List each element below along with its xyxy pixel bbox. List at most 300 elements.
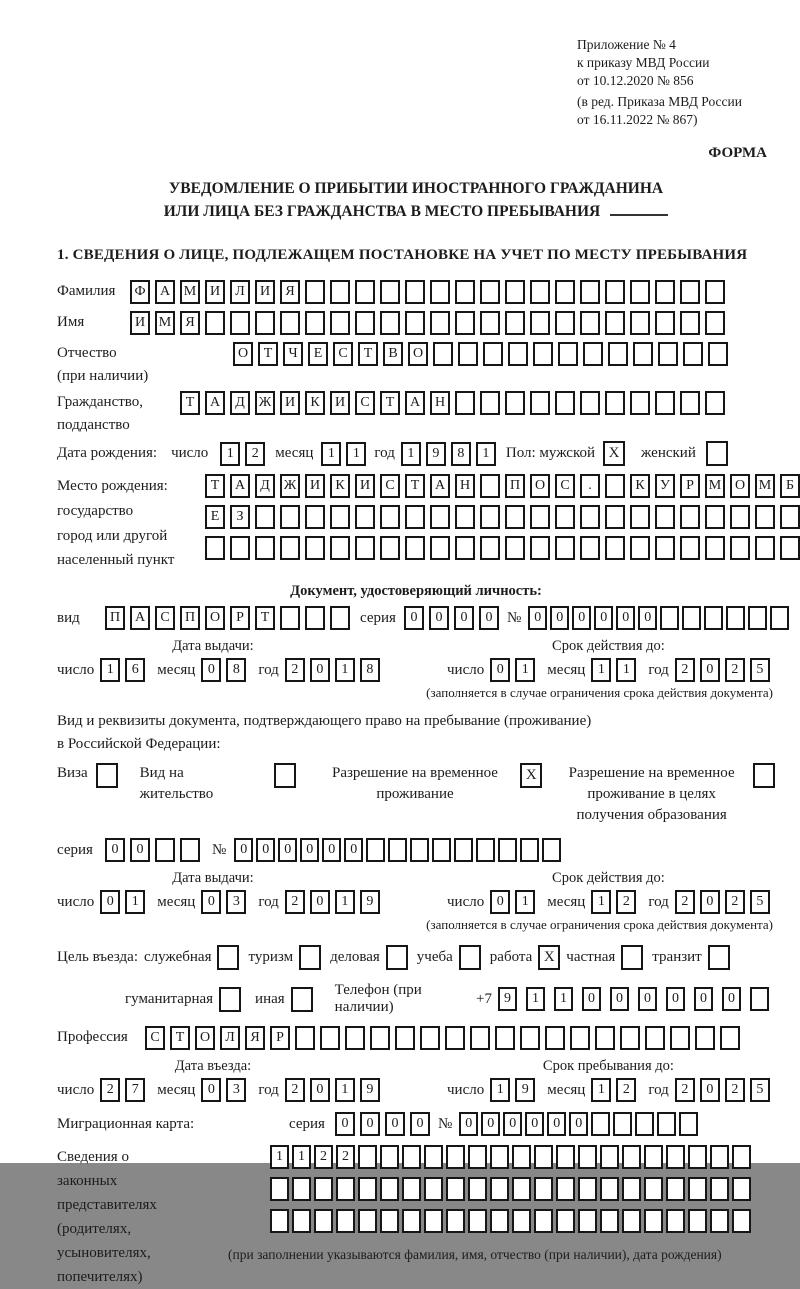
char-cell[interactable] bbox=[458, 342, 478, 366]
char-cell[interactable]: 1 bbox=[335, 658, 355, 682]
char-cell[interactable] bbox=[630, 536, 650, 560]
char-cell[interactable] bbox=[555, 280, 575, 304]
char-cell[interactable] bbox=[605, 474, 625, 498]
char-cell[interactable]: 0 bbox=[582, 987, 601, 1011]
char-cell[interactable] bbox=[280, 311, 300, 335]
char-cell[interactable]: П bbox=[180, 606, 200, 630]
char-cell[interactable]: 2 bbox=[285, 890, 305, 914]
char-cell[interactable] bbox=[695, 1026, 715, 1050]
char-cell[interactable] bbox=[534, 1177, 553, 1201]
char-cell[interactable] bbox=[645, 1026, 665, 1050]
char-cell[interactable]: 2 bbox=[314, 1145, 333, 1169]
char-cell[interactable]: 1 bbox=[292, 1145, 311, 1169]
char-cell[interactable] bbox=[530, 280, 550, 304]
char-cell[interactable]: 8 bbox=[226, 658, 246, 682]
char-cell[interactable]: О bbox=[205, 606, 225, 630]
char-cell[interactable]: 0 bbox=[722, 987, 741, 1011]
char-cell[interactable] bbox=[605, 311, 625, 335]
char-cell[interactable] bbox=[405, 505, 425, 529]
char-cell[interactable]: 0 bbox=[569, 1112, 588, 1136]
char-cell[interactable]: И bbox=[205, 280, 225, 304]
char-cell[interactable] bbox=[280, 505, 300, 529]
char-cell[interactable]: Я bbox=[245, 1026, 265, 1050]
char-cell[interactable]: 0 bbox=[525, 1112, 544, 1136]
char-cell[interactable] bbox=[732, 1145, 751, 1169]
char-cell[interactable] bbox=[455, 311, 475, 335]
char-cell[interactable] bbox=[680, 280, 700, 304]
char-cell[interactable]: 0 bbox=[610, 987, 629, 1011]
char-cell[interactable] bbox=[605, 280, 625, 304]
char-cell[interactable] bbox=[446, 1177, 465, 1201]
char-cell[interactable] bbox=[508, 342, 528, 366]
char-cell[interactable] bbox=[490, 1145, 509, 1169]
char-cell[interactable]: 0 bbox=[256, 838, 275, 862]
char-cell[interactable]: Н bbox=[455, 474, 475, 498]
char-cell[interactable]: 0 bbox=[410, 1112, 430, 1136]
char-cell[interactable] bbox=[512, 1145, 531, 1169]
char-cell[interactable]: А bbox=[155, 280, 175, 304]
char-cell[interactable]: Я bbox=[180, 311, 200, 335]
char-cell[interactable] bbox=[455, 391, 475, 415]
char-cell[interactable]: Д bbox=[230, 391, 250, 415]
char-cell[interactable] bbox=[255, 505, 275, 529]
purpose-transit-checkbox[interactable] bbox=[708, 945, 730, 970]
char-cell[interactable]: 0 bbox=[700, 890, 720, 914]
char-cell[interactable]: 3 bbox=[226, 1078, 246, 1102]
char-cell[interactable]: Р bbox=[680, 474, 700, 498]
char-cell[interactable]: Т bbox=[205, 474, 225, 498]
char-cell[interactable]: И bbox=[305, 474, 325, 498]
char-cell[interactable] bbox=[380, 505, 400, 529]
char-cell[interactable] bbox=[455, 505, 475, 529]
char-cell[interactable] bbox=[395, 1026, 415, 1050]
char-cell[interactable] bbox=[635, 1112, 654, 1136]
char-cell[interactable] bbox=[336, 1177, 355, 1201]
char-cell[interactable] bbox=[305, 536, 325, 560]
char-cell[interactable] bbox=[255, 311, 275, 335]
char-cell[interactable] bbox=[556, 1209, 575, 1233]
char-cell[interactable] bbox=[530, 505, 550, 529]
char-cell[interactable]: И bbox=[330, 391, 350, 415]
char-cell[interactable] bbox=[630, 311, 650, 335]
char-cell[interactable]: О bbox=[233, 342, 253, 366]
char-cell[interactable] bbox=[556, 1177, 575, 1201]
char-cell[interactable] bbox=[424, 1177, 443, 1201]
char-cell[interactable]: О bbox=[530, 474, 550, 498]
char-cell[interactable]: 2 bbox=[725, 890, 745, 914]
char-cell[interactable]: 1 bbox=[515, 890, 535, 914]
char-cell[interactable]: К bbox=[330, 474, 350, 498]
char-cell[interactable] bbox=[505, 536, 525, 560]
char-cell[interactable]: 0 bbox=[594, 606, 613, 630]
char-cell[interactable]: 9 bbox=[426, 442, 446, 466]
char-cell[interactable]: 0 bbox=[404, 606, 424, 630]
char-cell[interactable] bbox=[622, 1177, 641, 1201]
char-cell[interactable] bbox=[255, 536, 275, 560]
char-cell[interactable]: Т bbox=[405, 474, 425, 498]
char-cell[interactable]: 0 bbox=[360, 1112, 380, 1136]
char-cell[interactable] bbox=[380, 280, 400, 304]
char-cell[interactable] bbox=[688, 1145, 707, 1169]
char-cell[interactable]: 0 bbox=[479, 606, 499, 630]
char-cell[interactable] bbox=[605, 536, 625, 560]
purpose-study-checkbox[interactable] bbox=[459, 945, 481, 970]
purpose-tourism-checkbox[interactable] bbox=[299, 945, 321, 970]
char-cell[interactable] bbox=[780, 536, 800, 560]
char-cell[interactable] bbox=[155, 838, 175, 862]
char-cell[interactable] bbox=[705, 391, 725, 415]
char-cell[interactable] bbox=[330, 280, 350, 304]
char-cell[interactable]: 2 bbox=[100, 1078, 120, 1102]
char-cell[interactable] bbox=[405, 311, 425, 335]
char-cell[interactable] bbox=[633, 342, 653, 366]
char-cell[interactable] bbox=[680, 536, 700, 560]
char-cell[interactable] bbox=[580, 391, 600, 415]
char-cell[interactable] bbox=[305, 311, 325, 335]
char-cell[interactable] bbox=[505, 505, 525, 529]
char-cell[interactable]: 1 bbox=[490, 1078, 510, 1102]
char-cell[interactable]: 0 bbox=[700, 658, 720, 682]
char-cell[interactable] bbox=[430, 280, 450, 304]
char-cell[interactable] bbox=[512, 1209, 531, 1233]
char-cell[interactable]: 1 bbox=[591, 658, 611, 682]
char-cell[interactable] bbox=[755, 505, 775, 529]
char-cell[interactable] bbox=[355, 311, 375, 335]
char-cell[interactable]: 0 bbox=[616, 606, 635, 630]
char-cell[interactable] bbox=[644, 1177, 663, 1201]
purpose-business-checkbox[interactable] bbox=[386, 945, 408, 970]
char-cell[interactable] bbox=[644, 1145, 663, 1169]
char-cell[interactable]: Б bbox=[780, 474, 800, 498]
char-cell[interactable] bbox=[578, 1209, 597, 1233]
char-cell[interactable] bbox=[292, 1177, 311, 1201]
char-cell[interactable] bbox=[370, 1026, 390, 1050]
char-cell[interactable]: 0 bbox=[459, 1112, 478, 1136]
char-cell[interactable]: 0 bbox=[201, 658, 221, 682]
char-cell[interactable] bbox=[605, 505, 625, 529]
char-cell[interactable]: 2 bbox=[245, 442, 265, 466]
char-cell[interactable] bbox=[720, 1026, 740, 1050]
char-cell[interactable] bbox=[330, 311, 350, 335]
char-cell[interactable] bbox=[455, 280, 475, 304]
char-cell[interactable] bbox=[483, 342, 503, 366]
char-cell[interactable] bbox=[595, 1026, 615, 1050]
char-cell[interactable]: 0 bbox=[322, 838, 341, 862]
purpose-private-checkbox[interactable] bbox=[621, 945, 643, 970]
char-cell[interactable] bbox=[355, 536, 375, 560]
char-cell[interactable] bbox=[578, 1145, 597, 1169]
char-cell[interactable] bbox=[495, 1026, 515, 1050]
char-cell[interactable]: 9 bbox=[360, 890, 380, 914]
char-cell[interactable] bbox=[480, 391, 500, 415]
char-cell[interactable]: 1 bbox=[591, 1078, 611, 1102]
char-cell[interactable] bbox=[705, 536, 725, 560]
char-cell[interactable]: 1 bbox=[591, 890, 611, 914]
char-cell[interactable] bbox=[666, 1145, 685, 1169]
char-cell[interactable] bbox=[600, 1177, 619, 1201]
char-cell[interactable] bbox=[555, 536, 575, 560]
char-cell[interactable] bbox=[505, 280, 525, 304]
char-cell[interactable] bbox=[726, 606, 745, 630]
char-cell[interactable]: 0 bbox=[201, 890, 221, 914]
char-cell[interactable] bbox=[446, 1209, 465, 1233]
char-cell[interactable] bbox=[405, 536, 425, 560]
char-cell[interactable] bbox=[305, 606, 325, 630]
char-cell[interactable] bbox=[705, 311, 725, 335]
char-cell[interactable]: Т bbox=[180, 391, 200, 415]
char-cell[interactable] bbox=[688, 1209, 707, 1233]
char-cell[interactable] bbox=[432, 838, 451, 862]
char-cell[interactable]: 1 bbox=[100, 658, 120, 682]
char-cell[interactable] bbox=[670, 1026, 690, 1050]
char-cell[interactable] bbox=[330, 536, 350, 560]
char-cell[interactable]: 0 bbox=[300, 838, 319, 862]
char-cell[interactable]: 1 bbox=[125, 890, 145, 914]
char-cell[interactable]: Т bbox=[380, 391, 400, 415]
char-cell[interactable]: 0 bbox=[234, 838, 253, 862]
char-cell[interactable]: С bbox=[355, 391, 375, 415]
char-cell[interactable]: 0 bbox=[335, 1112, 355, 1136]
char-cell[interactable]: А bbox=[430, 474, 450, 498]
char-cell[interactable] bbox=[366, 838, 385, 862]
char-cell[interactable] bbox=[480, 474, 500, 498]
char-cell[interactable] bbox=[580, 536, 600, 560]
char-cell[interactable] bbox=[580, 505, 600, 529]
char-cell[interactable]: Т bbox=[358, 342, 378, 366]
char-cell[interactable] bbox=[682, 606, 701, 630]
char-cell[interactable] bbox=[420, 1026, 440, 1050]
char-cell[interactable] bbox=[608, 342, 628, 366]
char-cell[interactable] bbox=[455, 536, 475, 560]
char-cell[interactable]: С bbox=[380, 474, 400, 498]
char-cell[interactable]: 0 bbox=[490, 890, 510, 914]
char-cell[interactable] bbox=[578, 1177, 597, 1201]
char-cell[interactable] bbox=[658, 342, 678, 366]
char-cell[interactable]: 0 bbox=[429, 606, 449, 630]
char-cell[interactable] bbox=[600, 1209, 619, 1233]
char-cell[interactable] bbox=[230, 536, 250, 560]
char-cell[interactable] bbox=[505, 311, 525, 335]
char-cell[interactable] bbox=[620, 1026, 640, 1050]
char-cell[interactable] bbox=[280, 606, 300, 630]
char-cell[interactable]: Ф bbox=[130, 280, 150, 304]
char-cell[interactable] bbox=[358, 1177, 377, 1201]
char-cell[interactable]: 1 bbox=[335, 1078, 355, 1102]
char-cell[interactable] bbox=[630, 280, 650, 304]
char-cell[interactable]: 1 bbox=[220, 442, 240, 466]
char-cell[interactable] bbox=[430, 311, 450, 335]
char-cell[interactable]: 0 bbox=[547, 1112, 566, 1136]
char-cell[interactable] bbox=[480, 505, 500, 529]
purpose-official-checkbox[interactable] bbox=[217, 945, 239, 970]
char-cell[interactable]: 2 bbox=[725, 658, 745, 682]
char-cell[interactable] bbox=[730, 536, 750, 560]
char-cell[interactable]: П bbox=[505, 474, 525, 498]
char-cell[interactable]: 3 bbox=[226, 890, 246, 914]
char-cell[interactable]: Т bbox=[258, 342, 278, 366]
char-cell[interactable] bbox=[732, 1209, 751, 1233]
char-cell[interactable]: 2 bbox=[725, 1078, 745, 1102]
char-cell[interactable]: А bbox=[130, 606, 150, 630]
char-cell[interactable] bbox=[583, 342, 603, 366]
char-cell[interactable] bbox=[490, 1209, 509, 1233]
char-cell[interactable] bbox=[520, 1026, 540, 1050]
char-cell[interactable] bbox=[468, 1177, 487, 1201]
char-cell[interactable]: Д bbox=[255, 474, 275, 498]
char-cell[interactable] bbox=[402, 1209, 421, 1233]
char-cell[interactable]: 9 bbox=[498, 987, 517, 1011]
char-cell[interactable] bbox=[705, 505, 725, 529]
char-cell[interactable] bbox=[683, 342, 703, 366]
char-cell[interactable] bbox=[555, 311, 575, 335]
char-cell[interactable]: Ж bbox=[255, 391, 275, 415]
char-cell[interactable] bbox=[732, 1177, 751, 1201]
char-cell[interactable] bbox=[445, 1026, 465, 1050]
char-cell[interactable]: Я bbox=[280, 280, 300, 304]
char-cell[interactable]: 0 bbox=[385, 1112, 405, 1136]
char-cell[interactable] bbox=[480, 280, 500, 304]
char-cell[interactable]: 6 bbox=[125, 658, 145, 682]
char-cell[interactable] bbox=[410, 838, 429, 862]
char-cell[interactable] bbox=[630, 505, 650, 529]
char-cell[interactable] bbox=[470, 1026, 490, 1050]
char-cell[interactable]: К bbox=[630, 474, 650, 498]
char-cell[interactable]: Л bbox=[230, 280, 250, 304]
char-cell[interactable] bbox=[345, 1026, 365, 1050]
char-cell[interactable] bbox=[305, 505, 325, 529]
char-cell[interactable]: 0 bbox=[550, 606, 569, 630]
char-cell[interactable] bbox=[679, 1112, 698, 1136]
char-cell[interactable]: 2 bbox=[675, 658, 695, 682]
char-cell[interactable] bbox=[710, 1209, 729, 1233]
char-cell[interactable]: И bbox=[280, 391, 300, 415]
char-cell[interactable] bbox=[205, 311, 225, 335]
residence-permit-checkbox[interactable] bbox=[274, 763, 296, 788]
char-cell[interactable]: М bbox=[755, 474, 775, 498]
char-cell[interactable]: 0 bbox=[344, 838, 363, 862]
purpose-humanitarian-checkbox[interactable] bbox=[219, 987, 241, 1012]
char-cell[interactable] bbox=[380, 536, 400, 560]
char-cell[interactable] bbox=[355, 280, 375, 304]
char-cell[interactable] bbox=[780, 505, 800, 529]
char-cell[interactable]: Л bbox=[220, 1026, 240, 1050]
char-cell[interactable] bbox=[530, 311, 550, 335]
char-cell[interactable]: 0 bbox=[503, 1112, 522, 1136]
char-cell[interactable] bbox=[330, 505, 350, 529]
char-cell[interactable]: И bbox=[130, 311, 150, 335]
char-cell[interactable] bbox=[655, 505, 675, 529]
char-cell[interactable] bbox=[644, 1209, 663, 1233]
char-cell[interactable]: . bbox=[580, 474, 600, 498]
char-cell[interactable] bbox=[336, 1209, 355, 1233]
char-cell[interactable] bbox=[622, 1209, 641, 1233]
char-cell[interactable] bbox=[570, 1026, 590, 1050]
char-cell[interactable] bbox=[710, 1177, 729, 1201]
char-cell[interactable]: 1 bbox=[401, 442, 421, 466]
char-cell[interactable] bbox=[405, 280, 425, 304]
char-cell[interactable] bbox=[730, 505, 750, 529]
char-cell[interactable]: О bbox=[195, 1026, 215, 1050]
char-cell[interactable] bbox=[314, 1177, 333, 1201]
char-cell[interactable] bbox=[270, 1177, 289, 1201]
char-cell[interactable] bbox=[534, 1209, 553, 1233]
char-cell[interactable] bbox=[655, 280, 675, 304]
char-cell[interactable] bbox=[380, 1209, 399, 1233]
char-cell[interactable] bbox=[704, 606, 723, 630]
char-cell[interactable]: 0 bbox=[666, 987, 685, 1011]
char-cell[interactable]: 1 bbox=[476, 442, 496, 466]
char-cell[interactable] bbox=[512, 1177, 531, 1201]
char-cell[interactable]: 1 bbox=[515, 658, 535, 682]
char-cell[interactable]: 0 bbox=[572, 606, 591, 630]
char-cell[interactable] bbox=[655, 311, 675, 335]
sex-female-checkbox[interactable] bbox=[706, 441, 728, 466]
char-cell[interactable]: 8 bbox=[451, 442, 471, 466]
char-cell[interactable]: 2 bbox=[675, 890, 695, 914]
char-cell[interactable]: И bbox=[355, 474, 375, 498]
char-cell[interactable] bbox=[320, 1026, 340, 1050]
char-cell[interactable]: 2 bbox=[336, 1145, 355, 1169]
visa-checkbox[interactable] bbox=[96, 763, 118, 788]
char-cell[interactable]: 0 bbox=[638, 987, 657, 1011]
char-cell[interactable] bbox=[330, 606, 350, 630]
char-cell[interactable]: 7 bbox=[125, 1078, 145, 1102]
char-cell[interactable] bbox=[657, 1112, 676, 1136]
char-cell[interactable]: 0 bbox=[638, 606, 657, 630]
char-cell[interactable] bbox=[270, 1209, 289, 1233]
char-cell[interactable]: 2 bbox=[285, 1078, 305, 1102]
char-cell[interactable] bbox=[520, 838, 539, 862]
char-cell[interactable]: А bbox=[405, 391, 425, 415]
char-cell[interactable]: 1 bbox=[335, 890, 355, 914]
char-cell[interactable]: О bbox=[730, 474, 750, 498]
char-cell[interactable]: 2 bbox=[616, 890, 636, 914]
char-cell[interactable] bbox=[430, 536, 450, 560]
char-cell[interactable]: С bbox=[333, 342, 353, 366]
char-cell[interactable] bbox=[490, 1177, 509, 1201]
char-cell[interactable] bbox=[680, 505, 700, 529]
char-cell[interactable] bbox=[556, 1145, 575, 1169]
char-cell[interactable] bbox=[314, 1209, 333, 1233]
char-cell[interactable]: 0 bbox=[481, 1112, 500, 1136]
char-cell[interactable] bbox=[358, 1209, 377, 1233]
char-cell[interactable] bbox=[505, 391, 525, 415]
char-cell[interactable]: 0 bbox=[130, 838, 150, 862]
char-cell[interactable] bbox=[468, 1209, 487, 1233]
char-cell[interactable]: 0 bbox=[310, 658, 330, 682]
char-cell[interactable]: А bbox=[230, 474, 250, 498]
char-cell[interactable]: М bbox=[155, 311, 175, 335]
char-cell[interactable]: Р bbox=[270, 1026, 290, 1050]
char-cell[interactable]: 0 bbox=[490, 658, 510, 682]
char-cell[interactable]: 1 bbox=[270, 1145, 289, 1169]
char-cell[interactable]: И bbox=[255, 280, 275, 304]
char-cell[interactable]: С bbox=[155, 606, 175, 630]
char-cell[interactable]: 0 bbox=[310, 890, 330, 914]
char-cell[interactable]: 1 bbox=[321, 442, 341, 466]
char-cell[interactable]: В bbox=[383, 342, 403, 366]
char-cell[interactable]: П bbox=[105, 606, 125, 630]
char-cell[interactable] bbox=[424, 1209, 443, 1233]
char-cell[interactable]: Т bbox=[170, 1026, 190, 1050]
char-cell[interactable]: 9 bbox=[515, 1078, 535, 1102]
char-cell[interactable] bbox=[380, 311, 400, 335]
char-cell[interactable] bbox=[402, 1145, 421, 1169]
char-cell[interactable]: С bbox=[555, 474, 575, 498]
char-cell[interactable] bbox=[530, 536, 550, 560]
char-cell[interactable]: 2 bbox=[285, 658, 305, 682]
char-cell[interactable]: 9 bbox=[360, 1078, 380, 1102]
